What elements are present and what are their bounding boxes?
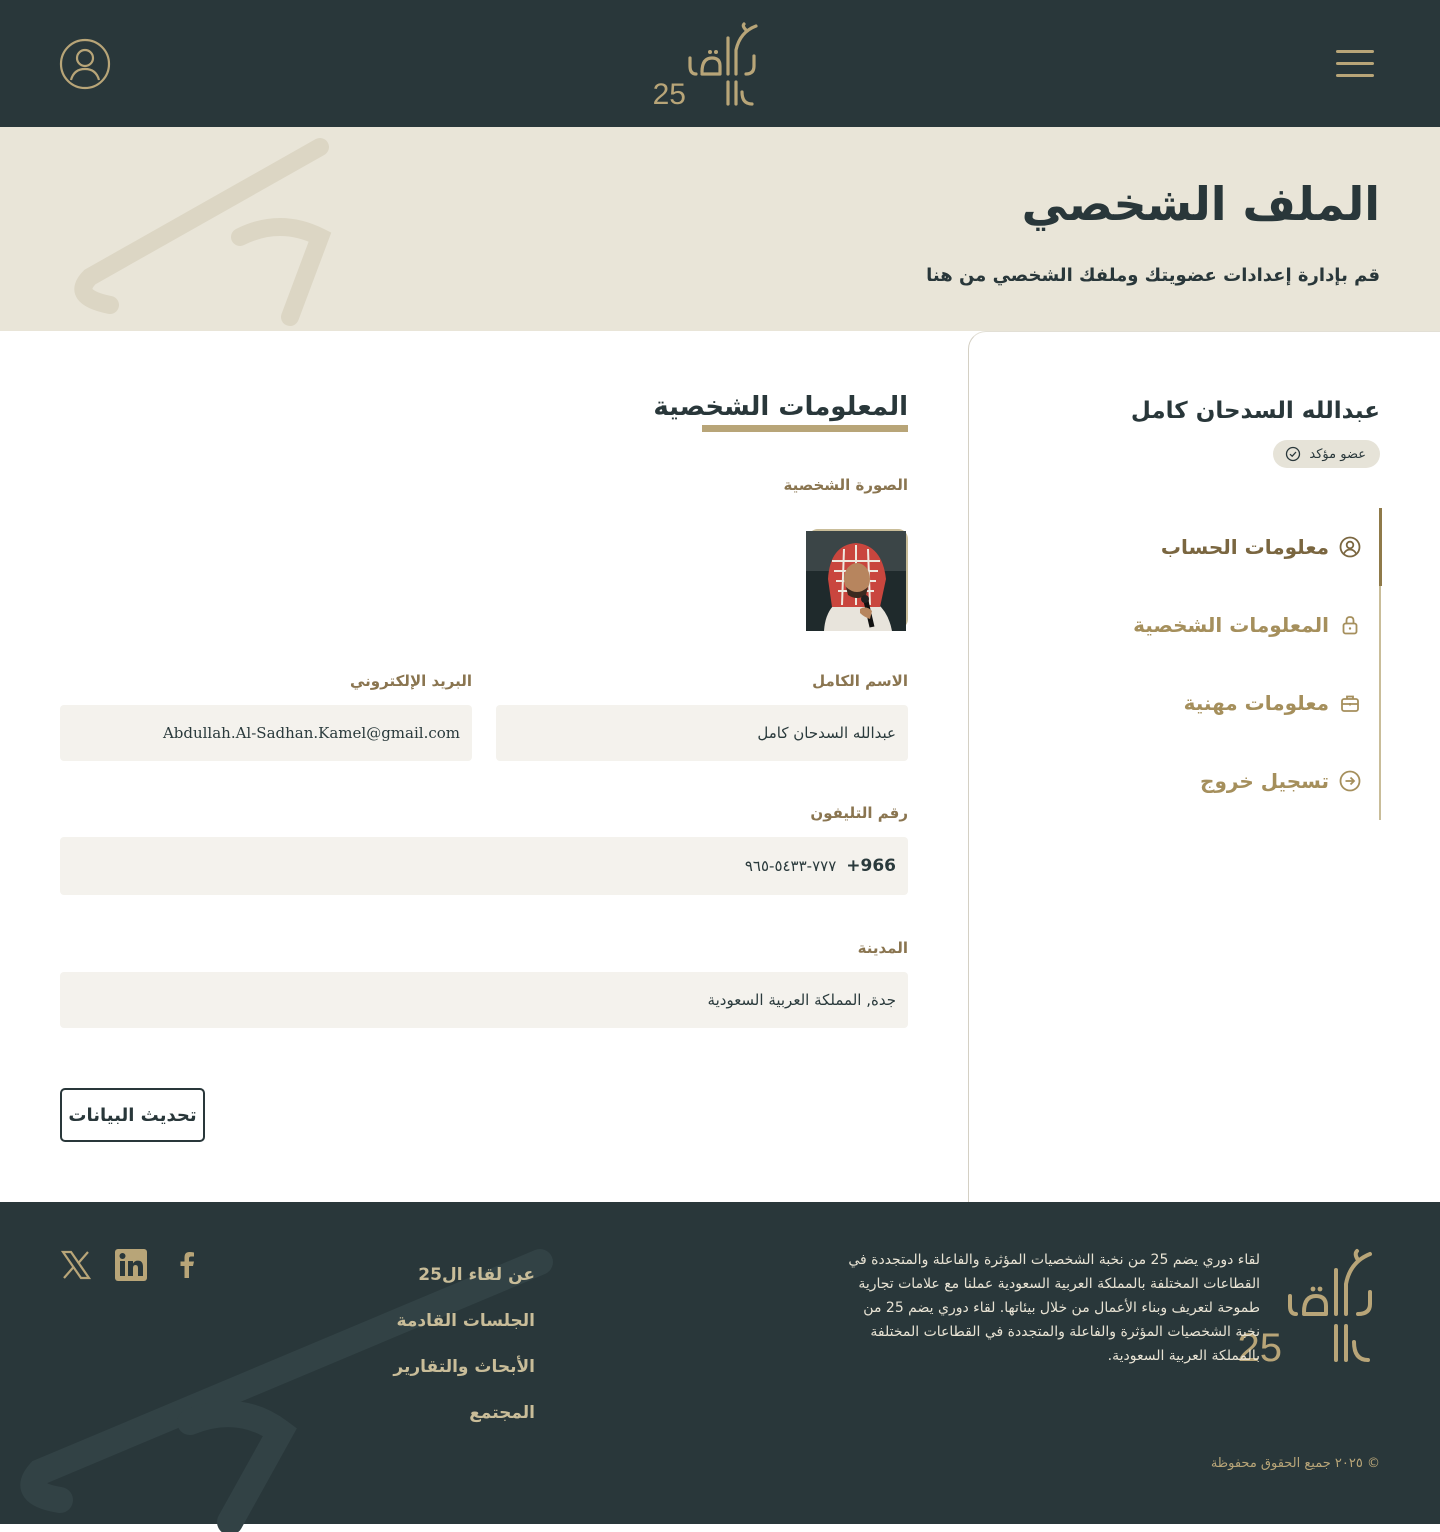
site-logo[interactable] [652,22,764,111]
phone-country-code: +966 [846,856,896,876]
badge-label: عضو مؤكد [1309,446,1366,462]
nav-item-account-info[interactable] [1059,508,1379,586]
footer-logo[interactable] [1237,1248,1382,1370]
email-label: البريد الإلكتروني [350,672,472,690]
user-name: عبدالله السدحان كامل [1130,398,1380,424]
photo-label: الصورة الشخصية [783,476,908,494]
svg-text:25: 25 [652,78,686,111]
sidebar-nav [1061,508,1381,820]
nav-item-label: المعلومات الشخصية [1133,613,1329,637]
check-circle-icon [1285,446,1301,462]
page-title: الملف الشخصي [1021,177,1380,231]
section-title: المعلومات الشخصية [653,392,908,422]
footer-description: لقاء دوري يضم 25 من نخبة الشخصيات المؤثرة والفاعلة والمتجددة في القطاعات المختلفة بالمملكة العربية السعودية عملنا مع علامات تجارية طموحة لتعريف وبناء الأعمال من خلال بيئاتها. لقاء دوري يضم 25 من نخبة الشخصيات المؤثرة والفاعلة والمتجددة في القطاعات المختلفة بالمملكة العربية السعودية. [848,1252,1260,1364]
linkedin-icon[interactable] [114,1248,148,1282]
profile-photo-image [806,531,906,631]
nav-item-logout[interactable] [1059,742,1379,820]
logout-icon [1339,770,1361,792]
city-field[interactable]: جدة, المملكة العربية السعودية [60,972,908,1028]
lock-icon [1339,614,1361,636]
user-circle-icon [1339,536,1361,558]
phone-number: ٧٧٧-٥٤٣٣-٩٦٥ [744,857,837,875]
briefcase-icon [1339,692,1361,714]
verified-badge [1273,440,1380,468]
profile-sidebar [968,331,1440,1202]
footer-link-sessions[interactable]: الجلسات القادمة [396,1311,535,1331]
top-header [0,0,1440,127]
footer-link-research[interactable]: الأبحاث والتقارير [393,1357,535,1377]
footer-link-community[interactable]: المجتمع [469,1403,535,1423]
phone-label: رقم التليفون [810,804,908,822]
nav-item-personal-info[interactable] [1059,586,1379,664]
nav-item-professional-info[interactable] [1059,664,1379,742]
profile-photo[interactable] [808,529,908,629]
page-hero [0,127,1440,331]
full-name-field[interactable]: عبدالله السدحان كامل [496,705,908,761]
full-name-label: الاسم الكامل [812,672,908,690]
email-field[interactable]: Abdullah.Al-Sadhan.Kamel@gmail.com [60,705,472,761]
phone-field[interactable] [60,837,908,895]
copyright-text: © ٢٠٢٥ جميع الحقوق محفوظة [1210,1456,1380,1471]
site-footer [0,1202,1440,1524]
user-profile-icon[interactable] [59,38,111,90]
footer-links [393,1252,535,1436]
hamburger-menu-icon[interactable] [1336,48,1374,78]
page-subtitle: قم بإدارة إعدادات عضويتك وملفك الشخصي من هنا [926,265,1380,286]
decorative-calligraphy [50,127,370,331]
nav-item-label: معلومات مهنية [1183,691,1329,715]
facebook-icon[interactable] [170,1248,204,1282]
city-label: المدينة [857,939,908,957]
nav-active-indicator [1379,508,1382,586]
nav-item-label: تسجيل خروج [1200,769,1329,793]
svg-text:25: 25 [1237,1326,1282,1370]
section-title-underline [702,425,908,432]
nav-item-label: معلومات الحساب [1160,535,1329,559]
footer-link-about[interactable]: عن لقاء ال25 [418,1265,535,1285]
x-icon[interactable] [59,1248,93,1282]
update-data-button[interactable]: تحديث البيانات [60,1088,205,1142]
